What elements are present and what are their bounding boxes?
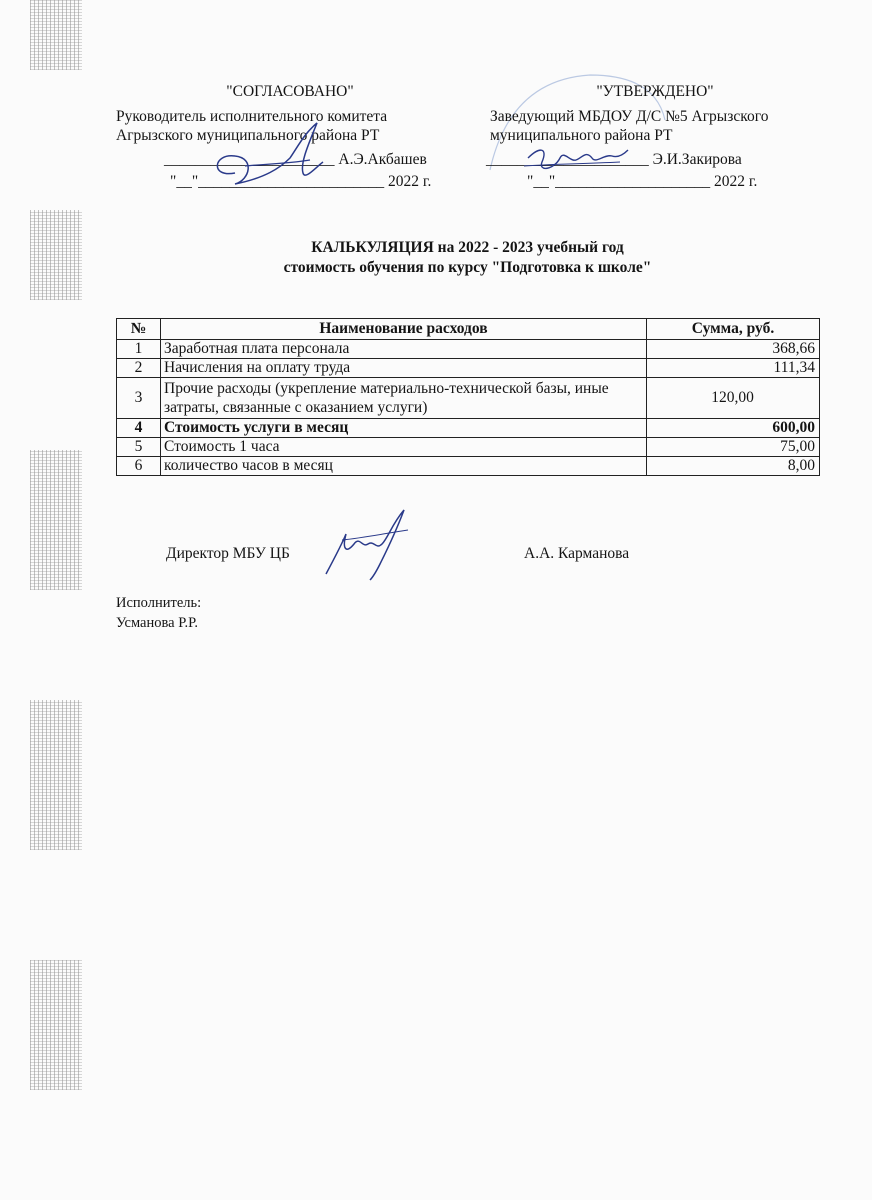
director-position: Директор МБУ ЦБ — [166, 545, 290, 562]
row-number: 1 — [117, 340, 161, 359]
row-sum: 368,66 — [647, 340, 820, 359]
right-signature — [520, 140, 630, 180]
scan-noise — [30, 210, 82, 300]
scan-noise — [30, 450, 82, 590]
executor-label: Исполнитель: — [116, 595, 202, 611]
row-name: Заработная плата персонала — [161, 340, 647, 359]
row-number: 2 — [117, 359, 161, 378]
table-row — [117, 378, 820, 419]
left-approval-sign-line: ______________________ А.Э.Акбашев — [164, 151, 427, 168]
scan-noise — [30, 960, 82, 1090]
table-row — [117, 457, 820, 476]
right-approval-line2: муниципального района РТ — [490, 127, 673, 144]
table-row-total — [117, 419, 820, 438]
director-name: А.А. Карманова — [524, 545, 630, 562]
table-row — [117, 340, 820, 359]
table-row — [117, 438, 820, 457]
row-number: 5 — [117, 438, 161, 457]
left-signature — [205, 118, 345, 198]
scan-noise — [30, 700, 82, 850]
table-row — [117, 359, 820, 378]
left-approval-line2: Агрызского муниципального района РТ — [116, 127, 380, 144]
row-sum: 75,00 — [647, 438, 820, 457]
calculation-table — [116, 318, 820, 476]
row-name: Прочие расходы (укрепление материально-технической базы, иные затраты, связанные с оказанием услуги) — [161, 378, 647, 419]
left-approval-title: "СОГЛАСОВАНО" — [226, 83, 354, 100]
scan-noise — [30, 0, 82, 70]
right-approval-date-line: "__"____________________ 2022 г. — [527, 173, 758, 190]
right-approval-sign-line: _____________________ Э.И.Закирова — [486, 151, 742, 168]
row-sum: 111,34 — [647, 359, 820, 378]
document-title: КАЛЬКУЛЯЦИЯ на 2022 - 2023 учебный год — [311, 239, 624, 256]
row-name: Стоимость 1 часа — [161, 438, 647, 457]
row-number: 6 — [117, 457, 161, 476]
row-number: 3 — [117, 378, 161, 419]
row-name: Стоимость услуги в месяц — [161, 419, 647, 438]
column-header-name: Наименование расходов — [161, 319, 647, 340]
left-approval-line1: Руководитель исполнительного комитета — [116, 108, 388, 125]
document-subtitle: стоимость обучения по курсу "Подготовка к школе" — [283, 259, 652, 276]
director-signature — [312, 504, 422, 584]
left-approval-date-line: "__"________________________ 2022 г. — [170, 173, 432, 190]
row-name: Начисления на оплату труда — [161, 359, 647, 378]
right-approval-title: "УТВЕРЖДЕНО" — [596, 83, 714, 100]
executor-name: Усманова Р.Р. — [116, 615, 198, 631]
row-sum: 120,00 — [647, 378, 820, 419]
column-header-sum: Сумма, руб. — [647, 319, 820, 340]
row-name: количество часов в месяц — [161, 457, 647, 476]
table-header-row — [117, 319, 820, 340]
right-approval-line1: Заведующий МБДОУ Д/С №5 Агрызского — [490, 108, 769, 125]
row-sum: 8,00 — [647, 457, 820, 476]
row-number: 4 — [117, 419, 161, 438]
column-header-number: № — [117, 319, 161, 340]
row-sum: 600,00 — [647, 419, 820, 438]
